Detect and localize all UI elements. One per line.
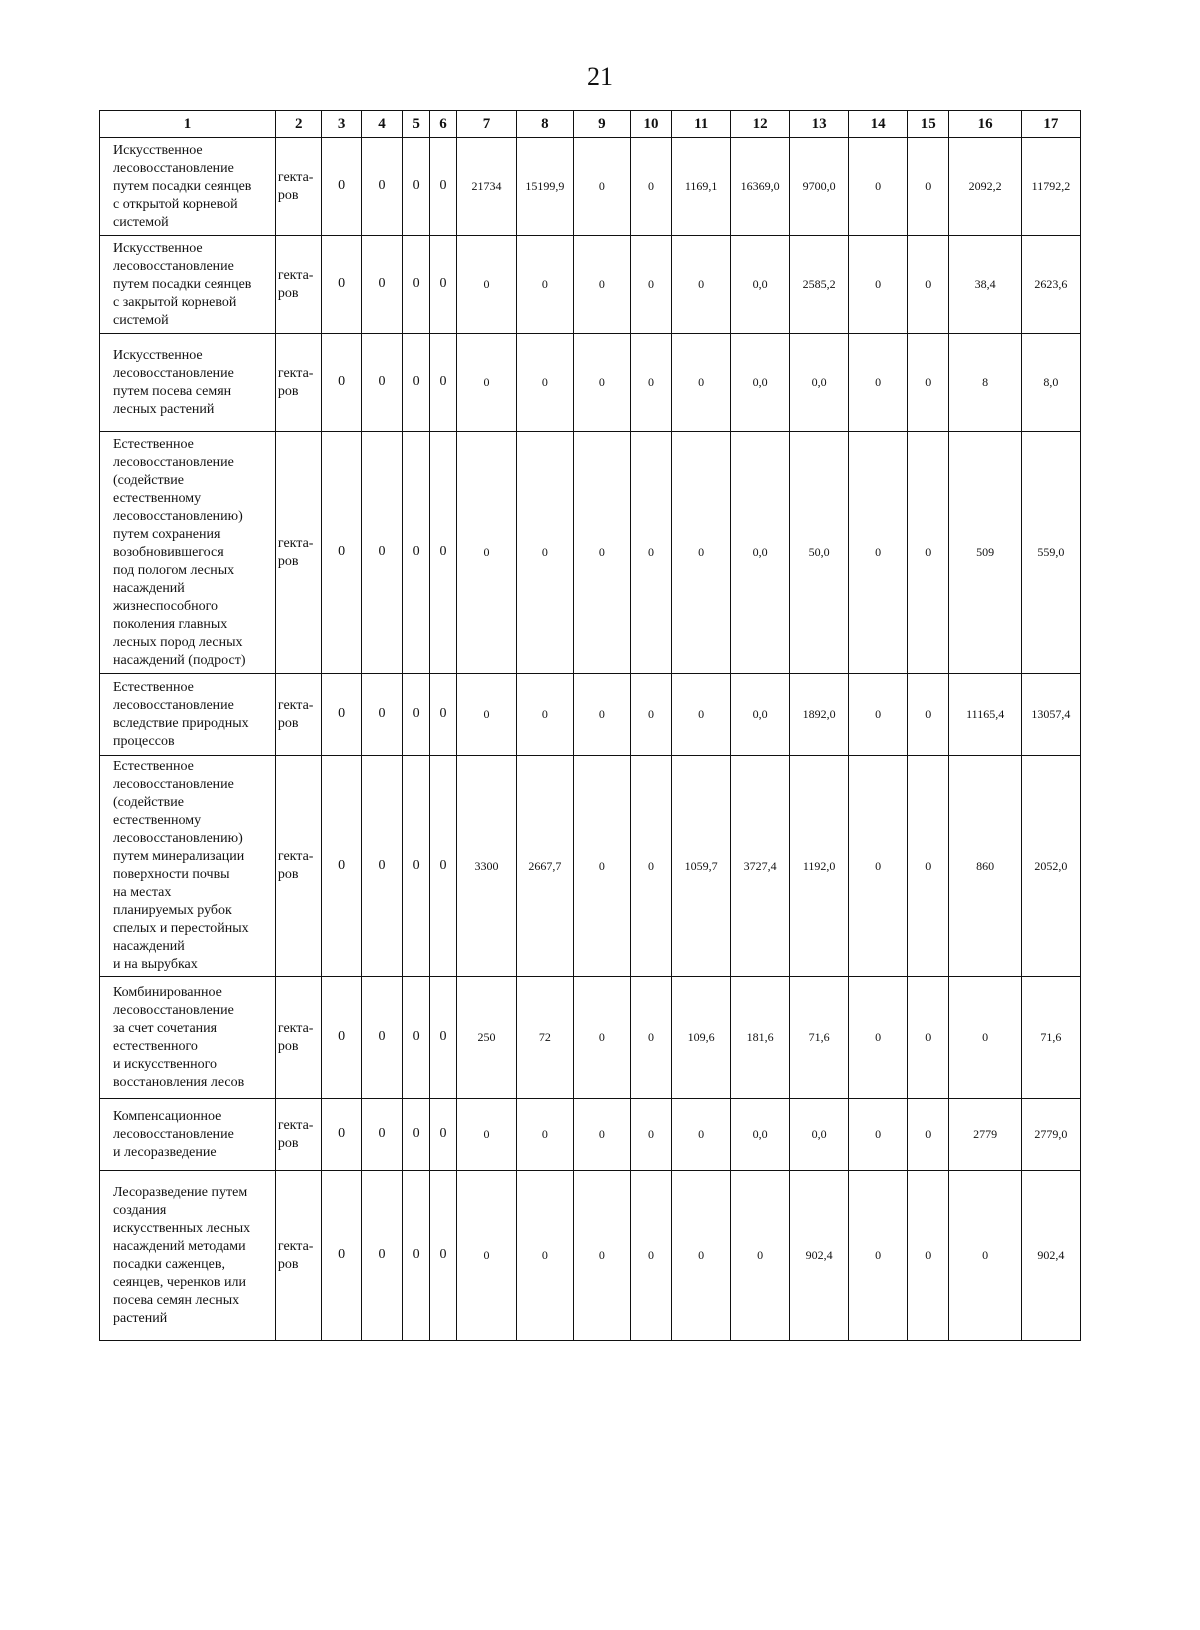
value-cell: 0	[456, 1099, 516, 1171]
column-header: 10	[630, 111, 671, 138]
value-cell: 0	[361, 756, 402, 977]
value-cell: 0	[630, 334, 671, 432]
value-cell: 0	[672, 334, 731, 432]
value-cell: 71,6	[1021, 977, 1080, 1099]
value-cell: 50,0	[790, 432, 849, 674]
unit-cell: гекта- ров	[275, 138, 322, 236]
value-cell: 8,0	[1021, 334, 1080, 432]
value-cell: 0,0	[790, 334, 849, 432]
column-header: 15	[908, 111, 949, 138]
value-cell: 0	[630, 756, 671, 977]
value-cell: 0	[322, 1171, 361, 1341]
value-cell: 3727,4	[731, 756, 790, 977]
value-cell: 0	[361, 236, 402, 334]
column-header: 3	[322, 111, 361, 138]
value-cell: 0	[322, 977, 361, 1099]
value-cell: 0	[403, 756, 430, 977]
value-cell: 2052,0	[1021, 756, 1080, 977]
table-row	[100, 334, 1081, 432]
value-cell: 0	[361, 1171, 402, 1341]
table-row	[100, 756, 1081, 977]
value-cell: 0	[630, 432, 671, 674]
value-cell: 902,4	[1021, 1171, 1080, 1341]
value-cell: 0	[672, 674, 731, 756]
value-cell: 0,0	[731, 674, 790, 756]
value-cell: 0	[322, 138, 361, 236]
value-cell: 0	[573, 756, 630, 977]
value-cell: 0	[322, 334, 361, 432]
value-cell: 9700,0	[790, 138, 849, 236]
value-cell: 0	[456, 432, 516, 674]
value-cell: 0	[849, 1099, 908, 1171]
value-cell: 0	[672, 236, 731, 334]
page-number: 21	[587, 62, 613, 91]
value-cell: 0	[322, 1099, 361, 1171]
unit-cell: гекта- ров	[275, 432, 322, 674]
value-cell: 0	[908, 138, 949, 236]
activity-name-cell: Естественное лесовосстановление (содействие естественному лесовосстановлению) путем сохранения возобновившегося под пологом лесных насаждений жизнеспособного поколения главных лесных пород лесных насаждений (подрост)	[100, 432, 276, 674]
column-header: 9	[573, 111, 630, 138]
value-cell: 0	[430, 977, 457, 1099]
value-cell: 0	[516, 334, 573, 432]
value-cell: 0	[672, 1171, 731, 1341]
value-cell: 0	[430, 1171, 457, 1341]
value-cell: 0	[403, 977, 430, 1099]
value-cell: 0	[456, 236, 516, 334]
column-header: 11	[672, 111, 731, 138]
value-cell: 0	[573, 334, 630, 432]
value-cell: 2623,6	[1021, 236, 1080, 334]
value-cell: 0	[573, 236, 630, 334]
unit-cell: гекта- ров	[275, 1171, 322, 1341]
value-cell: 0,0	[731, 1099, 790, 1171]
value-cell: 2779,0	[1021, 1099, 1080, 1171]
value-cell: 0	[908, 756, 949, 977]
header-row	[100, 111, 1081, 138]
activity-name-cell: Лесоразведение путем создания искусственных лесных насаждений методами посадки саженцев, сеянцев, черенков или посева семян лесных растений	[100, 1171, 276, 1341]
value-cell: 1892,0	[790, 674, 849, 756]
value-cell: 8	[949, 334, 1021, 432]
value-cell: 0	[361, 334, 402, 432]
value-cell: 0	[573, 674, 630, 756]
column-header: 5	[403, 111, 430, 138]
table-row	[100, 432, 1081, 674]
unit-cell: гекта- ров	[275, 1099, 322, 1171]
value-cell: 0	[403, 1099, 430, 1171]
column-header: 8	[516, 111, 573, 138]
value-cell: 0	[849, 432, 908, 674]
value-cell: 0	[430, 236, 457, 334]
value-cell: 0	[516, 1171, 573, 1341]
value-cell: 0,0	[731, 334, 790, 432]
value-cell: 1059,7	[672, 756, 731, 977]
value-cell: 0	[849, 138, 908, 236]
value-cell: 0	[630, 674, 671, 756]
value-cell: 0	[573, 977, 630, 1099]
value-cell: 181,6	[731, 977, 790, 1099]
reforestation-table	[99, 110, 1081, 1341]
value-cell: 0	[573, 138, 630, 236]
value-cell: 0	[908, 334, 949, 432]
column-header: 14	[849, 111, 908, 138]
unit-cell: гекта- ров	[275, 334, 322, 432]
column-header: 16	[949, 111, 1021, 138]
column-header: 4	[361, 111, 402, 138]
value-cell: 11792,2	[1021, 138, 1080, 236]
value-cell: 0	[403, 1171, 430, 1341]
value-cell: 0	[516, 432, 573, 674]
value-cell: 0	[630, 1099, 671, 1171]
value-cell: 0,0	[731, 236, 790, 334]
table-row	[100, 674, 1081, 756]
value-cell: 509	[949, 432, 1021, 674]
value-cell: 0	[849, 674, 908, 756]
column-header: 7	[456, 111, 516, 138]
value-cell: 0	[403, 138, 430, 236]
activity-name-cell: Искусственное лесовосстановление путем посадки сеянцев с открытой корневой системой	[100, 138, 276, 236]
value-cell: 0	[516, 674, 573, 756]
value-cell: 2585,2	[790, 236, 849, 334]
value-cell: 0	[322, 674, 361, 756]
value-cell: 0	[630, 1171, 671, 1341]
value-cell: 0	[849, 1171, 908, 1341]
value-cell: 0	[361, 1099, 402, 1171]
value-cell: 0	[430, 334, 457, 432]
value-cell: 860	[949, 756, 1021, 977]
unit-cell: гекта- ров	[275, 236, 322, 334]
value-cell: 0,0	[790, 1099, 849, 1171]
value-cell: 2092,2	[949, 138, 1021, 236]
value-cell: 0	[908, 1171, 949, 1341]
activity-name-cell: Искусственное лесовосстановление путем посева семян лесных растений	[100, 334, 276, 432]
value-cell: 559,0	[1021, 432, 1080, 674]
value-cell: 0	[322, 432, 361, 674]
value-cell: 0	[908, 1099, 949, 1171]
value-cell: 16369,0	[731, 138, 790, 236]
value-cell: 0	[403, 236, 430, 334]
value-cell: 0	[403, 334, 430, 432]
column-header: 1	[100, 111, 276, 138]
activity-name-cell: Комбинированное лесовосстановление за счет сочетания естественного и искусственного восстановления лесов	[100, 977, 276, 1099]
value-cell: 0	[908, 977, 949, 1099]
activity-name-cell: Естественное лесовосстановление вследствие природных процессов	[100, 674, 276, 756]
column-header: 6	[430, 111, 457, 138]
value-cell: 0	[672, 432, 731, 674]
unit-cell: гекта- ров	[275, 977, 322, 1099]
value-cell: 1169,1	[672, 138, 731, 236]
table-row	[100, 977, 1081, 1099]
column-header: 17	[1021, 111, 1080, 138]
value-cell: 0	[630, 977, 671, 1099]
value-cell: 1192,0	[790, 756, 849, 977]
value-cell: 902,4	[790, 1171, 849, 1341]
table-row	[100, 236, 1081, 334]
value-cell: 0	[456, 674, 516, 756]
value-cell: 0	[908, 674, 949, 756]
value-cell: 38,4	[949, 236, 1021, 334]
value-cell: 15199,9	[516, 138, 573, 236]
value-cell: 0	[516, 236, 573, 334]
value-cell: 21734	[456, 138, 516, 236]
value-cell: 0	[456, 1171, 516, 1341]
value-cell: 0	[949, 977, 1021, 1099]
value-cell: 0	[430, 674, 457, 756]
value-cell: 0	[516, 1099, 573, 1171]
value-cell: 0	[849, 977, 908, 1099]
value-cell: 0	[322, 756, 361, 977]
value-cell: 0	[630, 236, 671, 334]
value-cell: 0	[908, 236, 949, 334]
value-cell: 0	[573, 1171, 630, 1341]
value-cell: 2667,7	[516, 756, 573, 977]
value-cell: 109,6	[672, 977, 731, 1099]
value-cell: 0	[672, 1099, 731, 1171]
value-cell: 0	[361, 977, 402, 1099]
column-header: 13	[790, 111, 849, 138]
value-cell: 13057,4	[1021, 674, 1080, 756]
value-cell: 0	[361, 432, 402, 674]
value-cell: 0	[361, 674, 402, 756]
unit-cell: гекта- ров	[275, 674, 322, 756]
activity-name-cell: Естественное лесовосстановление (содействие естественному лесовосстановлению) путем минерализации поверхности почвы на местах планируемых рубок спелых и перестойных насаждений и на вырубках	[100, 756, 276, 977]
value-cell: 0	[908, 432, 949, 674]
value-cell: 11165,4	[949, 674, 1021, 756]
value-cell: 0	[630, 138, 671, 236]
value-cell: 0	[430, 432, 457, 674]
value-cell: 0	[456, 334, 516, 432]
value-cell: 3300	[456, 756, 516, 977]
value-cell: 0	[573, 432, 630, 674]
value-cell: 0	[849, 756, 908, 977]
column-header: 12	[731, 111, 790, 138]
value-cell: 0	[573, 1099, 630, 1171]
table-row	[100, 1099, 1081, 1171]
value-cell: 0	[849, 334, 908, 432]
value-cell: 0	[949, 1171, 1021, 1341]
unit-cell: гекта- ров	[275, 756, 322, 977]
value-cell: 0	[430, 1099, 457, 1171]
value-cell: 72	[516, 977, 573, 1099]
value-cell: 2779	[949, 1099, 1021, 1171]
value-cell: 0	[430, 138, 457, 236]
value-cell: 0	[403, 674, 430, 756]
table-row	[100, 1171, 1081, 1341]
activity-name-cell: Искусственное лесовосстановление путем посадки сеянцев с закрытой корневой системой	[100, 236, 276, 334]
value-cell: 0	[849, 236, 908, 334]
value-cell: 0	[430, 756, 457, 977]
value-cell: 0	[322, 236, 361, 334]
value-cell: 0	[361, 138, 402, 236]
column-header: 2	[275, 111, 322, 138]
value-cell: 250	[456, 977, 516, 1099]
value-cell: 0,0	[731, 432, 790, 674]
table-row	[100, 138, 1081, 236]
activity-name-cell: Компенсационное лесовосстановление и лесоразведение	[100, 1099, 276, 1171]
value-cell: 0	[731, 1171, 790, 1341]
value-cell: 0	[403, 432, 430, 674]
value-cell: 71,6	[790, 977, 849, 1099]
